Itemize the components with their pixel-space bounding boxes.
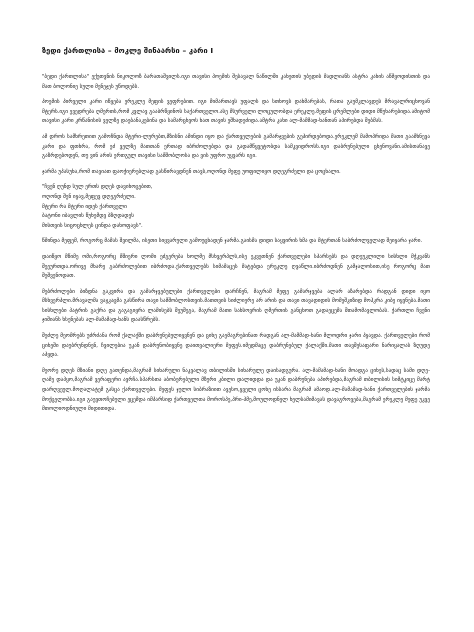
paragraph-4: ჯარმა უპასუხა,რომ თავიათ ფაოქიერებლად გასწირავდნენ თავს,ოღონდ მეფე უოფილიყო დღეგრძელი და ცოცხალი. [42, 168, 341, 175]
poem-line: ოღონდ შენ იყავ,მეფევ დღეგრძელი. [42, 193, 136, 200]
poem-line: მტერი რა მტერი იდეს ქართველი [42, 203, 127, 210]
page-title: ზედი ქართლისა – მოკლე შინაარსი – კარი I [42, 46, 214, 55]
paragraph-7: მებრძოლები ბიზდნა გაკვირა და გამარჯვებულები ქართველები დარჩნენ, მაგრამ მეფე გამარჯვება ალარ აზარებდა რადგან დიდი იყო მსხვერპლი.მრავალმა ვაჟკაცმა გასწირა თავი სამშობლოსთვის.მათთვის სიძლიერე არ არის და თავი თავადიდის მომეშკიზიდ მოჰკრა კიბე იყვნება.მათი სისხლები პატრის გაქრა და გაგაგიყრა ლამისებს შეუშეგა, მაგრამ მათი სახსოვრის ღმერთის განცხოთ გადაეცემა შთამომავლობას. ქართლი ჩვენი ჯიშიანს ხსენებას ალ-მამამად-ხანს დაასწრებს. [42, 288, 430, 324]
poem-line: "ჩვენ ღუნდ სულ ერთს დღეს დავიხოცებით, [42, 184, 153, 191]
paragraph-3: ამ დროს სამხრეთით გამოჩნდა მტერი-ლურებთ,მზისნი ამინდი იყო და ქართველების გამარჯვების გეპირდებოდა.ერეკლემ მამოპრიდა მათი გაამხნევა კარი და ფთხრა, რომ ეძ ველზე მათთან ერთად იბრძოლებდა და გადამწყვეტობდა სამკვიდროსს.იგი დაბრუნებული ცხენოვანი.ამისთანავე გაზრდებოდენ, თუ ვინ არის ერთგულ თავისი სამშობლოსა და ვის უფრო უყვარს იგი. [42, 133, 430, 160]
paragraph-5: წმინდა მეფემ, როგორც მამას შვილმა, ისეთი სიყვარული გამოუცხადენ ჯარმა.გაისმა დიდი საყვირის ხმა და მტერთან საბრძოლველად შეიყარა ჯარი. [42, 238, 423, 245]
poem-line: მისთვის სიცოცხლეს ცინდა დახოფავს". [42, 222, 143, 229]
paragraph-9: მეორე დღეს მზიანი დღე გათენდა,მაგრამ სიხარული ნაკვალავ თბილისში სიხარულე დაისადგურა. ალ-მამამად-ხანი მოადგა ციხეს,სადაც სამი დღე-ღამე დაპყო,მაგრამ ვერაფერი ავრჩა.სპარსთა აბობერებული მზური კბილი დალიდდა და უკან დაბრუნება აპირებდა,მაგრამ თბილისის სიმტკიცე მარტ დარღვეულ.მოღალატემ გასცა ქართველები. მეფეს ჯულო სიბრაზიით ავესო,ყველი ცოხე ისსარა მაგრამ ამაოდ.ალ-მამამად-ხანი ქართველების ჯარმა მოქცელობსა.იგი გაუვთოჩებული ეცემდა იმპარსიდ ქართველთა მოროსპე,პრი-პმე,მოულოდნელ ხელსამიმავას დავაგროვება,მაგრამ ერეკლე მეფე უკვე მთოლიოდნიული მიდითიდა. [42, 367, 430, 413]
paragraph-2: პოემის პირველი კარი იწყება ერეკლე მეფის ვეფრებით. იგი მიმართავს უფალს და სთხოვს დახმარებას, რათა გაუმკლავდეს მრავალრიცხოვან მტერს.იგი ევედრება ღმერთს,რომ კვლავ გააბრწყინოს საქართველო.ასე მსურველი ლოცულობდა ერეკლე.მეფის ცრემლები დიდი მწუხარებიდა.ამიტომ თავისი კარი კრწანისის ველზე დაებანაკებინა და სამარცხვოს ხათ თავის ეშხადეძიდა.ამტრა კახი ალ-მამმად-ხანთან აპირებდა შებმას. [42, 99, 430, 125]
paragraph-1: "ბედი ქართლისა" ექუთვნის ნიკოლოზ ბარათაშვილს.იგი თავისი პოემის შესავალ ნაწილში კახეთის უბედის მადლიანს ასტრა კახის აწმყოდისთის და მათ ბოლონიე სული მენეჯეს უწოდებს. [42, 74, 430, 90]
paragraph-6: დაიწყო მწიმე ომი,როგორც მშიერი ლომი ეძგერება ხოლმე მსხვერპლს,ისე ეკვეთნენ ქართველები სპარსებს და დღეუკლილი სისხლი მჭკვანს შეეურთდა.ორივე მხარე გაბრძოლებით იბრძოდა.ქართველებს სიმამაცეს მატებდა ერეკლე ღვაწლი.იბრძოდნენ გამჯალოსით,ისე როგორც მათ შეშვენოდათ. [42, 253, 430, 280]
paragraph-8: შეძლე მეომრებს უძრძანა რომ ქალაქში დაბრუნებულიყვნენ და ციხე გაემაგრებინათ რადგან ალ-მამმად-ხანი მლოდრი ჯარი პყავდა. ქართველები რომ ციხეში დაუბრუნდნენ, ჩვილებია უკან დაბრუნობიყვნე დაითვალიერი მეფეს.იმედმაცე დაბრუნებულ ქალაქში.მათი თავშესაფარი ნარიყალას ზღუდე აპყდა. [42, 333, 430, 359]
poem-quote [42, 183, 430, 231]
poem-line: ბატონი იბავლის წუხემდვ ბზღდადეს [42, 213, 134, 220]
